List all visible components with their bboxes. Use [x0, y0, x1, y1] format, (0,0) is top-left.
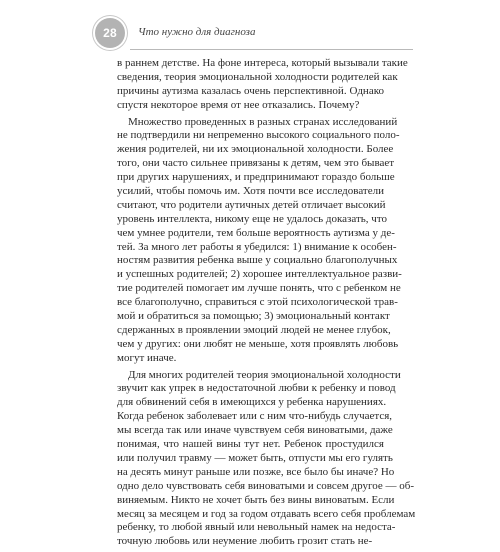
text-line: сведения, теория эмоциональной холодности родителей как [117, 70, 398, 83]
page-number-badge [95, 18, 125, 48]
text-line: виняемым. Никто не хочет быть без вины виноватым. Если [117, 493, 395, 506]
page-header [95, 18, 415, 50]
text-line: ребенку, то любой явный или невольный намек на недоста- [117, 521, 396, 534]
paragraph [117, 368, 416, 550]
text-line: уровень интеллекта, никому еще не удалось доказать, что [117, 212, 387, 225]
text-line: усилий, чтобы помочь им. Хотя почти все исследователи [117, 185, 384, 198]
text-line: тие родителей помогает им лучше понять, что с ребенком не [117, 282, 401, 295]
text-line: при других нарушениях, и предпринимают гораздо больше [117, 171, 395, 184]
text-line: Множество проведенных в разных странах исследований [128, 115, 398, 128]
text-line: ностям развития ребенка выше у социально благополучных [117, 254, 398, 267]
text-line: или получил травму — может быть, отпусти мы его гулять [117, 451, 393, 464]
text-line: все благополучно, справиться с этой психологической трав- [117, 296, 398, 309]
text-line: на десять минут раньше или позже, все было бы иначе? Но [117, 465, 395, 478]
text-line: и успешных родителей; 2) хорошее интеллектуальное разви- [117, 268, 402, 281]
text-line: для обвинений себя в имеющихся у ребенка нарушениях. [117, 396, 387, 409]
text-line: Для многих родителей теория эмоциональной холодности [128, 368, 401, 381]
text-line: тей. За много лет работы я убедился: 1) внимание к особен- [117, 240, 397, 253]
body-text [117, 57, 416, 552]
text-line: мы всегда так или иначе чувствуем себя виноватыми, даже [117, 424, 393, 437]
text-line: могут иначе. [117, 351, 177, 364]
text-line: жения родителей, ни их эмоциональной холодности. Более [117, 143, 394, 156]
text-line: причины аутизма казалась очень перспективной. Однако [117, 84, 384, 97]
text-line: точную любовь или неумение любить грозит стать не- [117, 535, 373, 548]
text-line: Когда ребенок заболевает или с ним что-нибудь случается, [117, 410, 393, 423]
text-line: чем умнее родители, тем больше вероятность аутизма у де- [117, 226, 395, 239]
text-line: не подтвердили ни непременно высокого социального поло- [117, 129, 400, 142]
text-line: мой и обратиться за помощью; 3) эмоциональный контакт [117, 310, 390, 323]
paragraph [117, 57, 408, 113]
text-line: в раннем детстве. На фоне интереса, который вызывали такие [117, 57, 408, 69]
running-title: Что нужно для диагноза [138, 26, 256, 38]
text-line: понимая, что нашей вины тут нет. Ребенок простудился [117, 438, 384, 451]
text-line: одно дело чувствовать себя виноватыми и совсем другое — об- [117, 479, 414, 492]
page-number: 28 [103, 26, 117, 40]
header-divider [130, 49, 413, 50]
text-line: спустя некоторое время от нее отказались. Почему? [117, 98, 360, 111]
text-line: чем у других: они любят не меньше, хотя проявлять любовь [117, 337, 399, 350]
text-line: считают, что родители аутичных детей отличает высокий [117, 198, 386, 211]
text-line: месяц за месяцем и год за годом отдавать всего себя проблемам [117, 507, 416, 520]
text-line: того, они часто сильнее привязаны к детям, чем это бывает [117, 157, 395, 170]
text-line: сдержанных в проявлении эмоций людей не менее глубок, [117, 323, 391, 336]
paragraph [117, 115, 402, 366]
text-line: звучит как упрек в недостаточной любви к ребенку и повод [117, 382, 396, 395]
